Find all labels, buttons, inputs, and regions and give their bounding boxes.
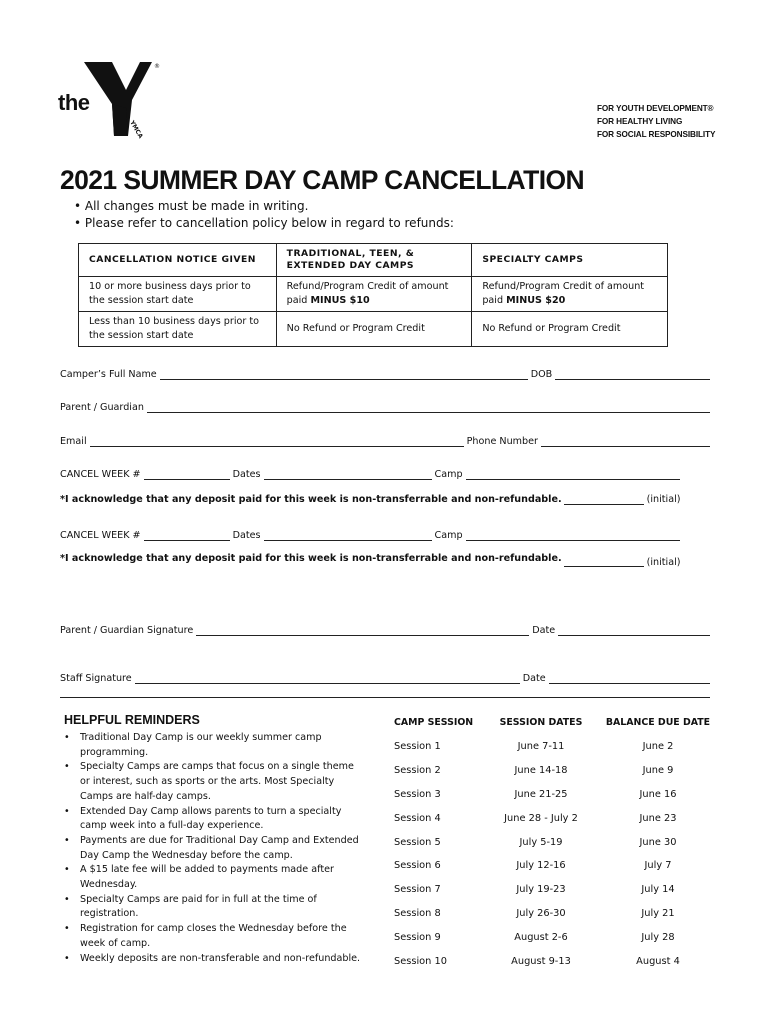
schedule-cell: July 14 [641, 884, 675, 896]
schedule-cell: Session 7 [394, 884, 441, 896]
initial-field[interactable] [564, 558, 644, 567]
schedule-row [382, 949, 712, 973]
initial-label: (initial) [646, 557, 681, 568]
dob-label: DOB [530, 369, 553, 380]
schedule-row [382, 878, 712, 902]
schedule-header-cell: SESSION DATES [499, 716, 583, 728]
dates-field[interactable] [264, 532, 432, 541]
parent-signature-field[interactable] [196, 627, 529, 636]
instruction-item: • All changes must be made in writing. [74, 199, 309, 213]
schedule-header-row [382, 711, 712, 733]
initial-field[interactable] [564, 496, 644, 505]
schedule-cell: July 7 [644, 860, 672, 872]
ymca-logo [58, 60, 168, 140]
schedule-cell: July 12-16 [516, 860, 566, 872]
dates-label: Dates [232, 530, 261, 541]
staff-signature-label: Staff Signature [60, 673, 132, 684]
acknowledgement-2 [60, 553, 681, 568]
schedule-cell: June 21-25 [514, 788, 568, 800]
policy-cell-bold: MINUS $10 [310, 295, 370, 306]
schedule-cell: Session 4 [394, 812, 441, 824]
staff-signature-row [60, 670, 710, 684]
schedule-cell: August 4 [636, 955, 680, 967]
schedule-row [382, 830, 712, 854]
schedule-row [382, 925, 712, 949]
tagline-line: FOR HEALTHY LIVING [597, 117, 683, 126]
staff-signature-field[interactable] [135, 675, 520, 684]
schedule-cell: Session 1 [394, 741, 441, 753]
cancel-week-field[interactable] [144, 532, 230, 541]
reminder-item: • Traditional Day Camp is our weekly summer camp programming. [64, 731, 364, 760]
dob-field[interactable] [555, 371, 710, 380]
schedule-cell: August 9-13 [511, 955, 571, 967]
schedule-cell: June 9 [642, 765, 674, 777]
policy-cell-bold: MINUS $20 [506, 295, 566, 306]
policy-cell [472, 277, 668, 312]
schedule-header-cell: BALANCE DUE DATE [605, 716, 711, 728]
cancel-week-label: CANCEL WEEK # [60, 469, 141, 480]
tagline-line: FOR YOUTH DEVELOPMENT® [597, 104, 714, 113]
schedule-cell: Session 10 [394, 955, 447, 967]
date-label: Date [532, 625, 556, 636]
camp-label: Camp [434, 530, 463, 541]
section-divider [60, 697, 710, 698]
schedule-header-cell: CAMP SESSION [394, 716, 474, 728]
schedule-cell: June 14-18 [514, 765, 568, 777]
cancel-week-field[interactable] [144, 471, 230, 480]
acknowledgement-text: *I acknowledge that any deposit paid for this week is non-transferrable and non-refundable. [60, 494, 562, 505]
ymca-y-mark-icon [82, 60, 162, 140]
initial-label: (initial) [646, 494, 681, 505]
policy-cell: No Refund or Program Credit [472, 312, 668, 347]
phone-label: Phone Number [466, 436, 538, 447]
schedule-cell: July 26-30 [516, 907, 566, 919]
camp-field[interactable] [466, 471, 680, 480]
ymca-mark-text: YMCA [128, 119, 145, 140]
email-label: Email [60, 436, 87, 447]
date-field[interactable] [558, 627, 710, 636]
page-title: 2021 SUMMER DAY CAMP CANCELLATION [60, 165, 585, 195]
reminder-item: • A $15 late fee will be added to payments made after Wednesday. [64, 863, 364, 892]
reminder-item: • Registration for camp closes the Wednesday before the week of camp. [64, 922, 364, 951]
reminder-item: • Weekly deposits are non-transferable and non-refundable. [64, 952, 364, 967]
schedule-cell: July 19-23 [516, 884, 566, 896]
reminder-item: • Specialty Camps are paid for in full at the time of registration. [64, 893, 364, 922]
schedule-cell: Session 8 [394, 907, 441, 919]
policy-header-cell: TRADITIONAL, TEEN, & EXTENDED DAY CAMPS [276, 244, 472, 277]
email-field[interactable] [90, 438, 464, 447]
schedule-cell: June 7-11 [517, 741, 565, 753]
email-row [60, 433, 710, 447]
cancellation-policy-table [78, 243, 668, 347]
cancel-week-row-2 [60, 527, 680, 541]
dates-field[interactable] [264, 471, 432, 480]
reminder-item: • Payments are due for Traditional Day Camp and Extended Day Camp the Wednesday before the camp. [64, 834, 364, 863]
logo-the-text: the [58, 90, 90, 115]
policy-cell: 10 or more business days prior to the session start date [79, 277, 277, 312]
reminder-item: • Specialty Camps are camps that focus on a single theme or interest, such as sports or the arts. Most Specialty Camps are half-day camps. [64, 760, 364, 804]
schedule-cell: June 23 [639, 812, 677, 824]
schedule-cell: July 5-19 [519, 836, 563, 848]
policy-cell-text: Refund/Program Credit of amount paid [286, 281, 449, 306]
schedule-cell: Session 6 [394, 860, 441, 872]
schedule-rows [382, 735, 712, 973]
reminders-list [64, 731, 364, 966]
date-label: Date [522, 673, 546, 684]
schedule-row [382, 854, 712, 878]
parent-label: Parent / Guardian [60, 402, 144, 413]
schedule-cell: Session 2 [394, 765, 441, 777]
reminders-title: HELPFUL REMINDERS [64, 713, 200, 727]
policy-cell: No Refund or Program Credit [276, 312, 472, 347]
camper-name-field[interactable] [160, 371, 528, 380]
acknowledgement-text: *I acknowledge that any deposit paid for this week is non-transferrable and non-refundable. [60, 553, 562, 564]
reminder-item: • Extended Day Camp allows parents to turn a specialty camp week into a full-day experience. [64, 805, 364, 834]
camper-name-label: Camper’s Full Name [60, 369, 157, 380]
session-schedule-table [382, 711, 712, 973]
schedule-cell: Session 3 [394, 788, 441, 800]
parent-signature-label: Parent / Guardian Signature [60, 625, 194, 636]
schedule-cell: June 16 [639, 788, 677, 800]
cancel-week-row-1 [60, 466, 680, 480]
dates-label: Dates [232, 469, 261, 480]
schedule-row [382, 902, 712, 926]
schedule-row [382, 759, 712, 783]
policy-header-cell: SPECIALTY CAMPS [472, 244, 668, 277]
camper-name-row [60, 366, 710, 380]
schedule-cell: June 30 [639, 836, 677, 848]
policy-header-row [79, 244, 668, 277]
tagline [597, 102, 715, 141]
schedule-cell: July 21 [641, 907, 675, 919]
instructions [74, 198, 454, 232]
reg-mark: ® [154, 63, 160, 70]
parent-row [60, 399, 710, 413]
schedule-row [382, 806, 712, 830]
policy-header-cell: CANCELLATION NOTICE GIVEN [79, 244, 277, 277]
schedule-row [382, 735, 712, 759]
parent-signature-row [60, 622, 710, 636]
parent-field[interactable] [147, 404, 710, 413]
camp-label: Camp [434, 469, 463, 480]
policy-cell: Less than 10 business days prior to the session start date [79, 312, 277, 347]
schedule-cell: June 28 - July 2 [504, 812, 578, 824]
helpful-reminders [64, 713, 364, 966]
camp-field[interactable] [466, 532, 680, 541]
date-field[interactable] [549, 675, 710, 684]
policy-row [79, 312, 668, 347]
schedule-cell: July 28 [641, 931, 675, 943]
policy-cell [276, 277, 472, 312]
schedule-row [382, 783, 712, 807]
schedule-cell: Session 5 [394, 836, 441, 848]
schedule-cell: Session 9 [394, 931, 441, 943]
instruction-item: • Please refer to cancellation policy below in regard to refunds: [74, 216, 454, 230]
schedule-cell: June 2 [642, 741, 674, 753]
policy-cell-text: Refund/Program Credit of amount paid [482, 281, 645, 306]
cancel-week-label: CANCEL WEEK # [60, 530, 141, 541]
policy-row [79, 277, 668, 312]
tagline-line: FOR SOCIAL RESPONSIBILITY [597, 130, 716, 139]
schedule-cell: August 2-6 [514, 931, 568, 943]
acknowledgement-1 [60, 494, 681, 505]
phone-field[interactable] [541, 438, 710, 447]
